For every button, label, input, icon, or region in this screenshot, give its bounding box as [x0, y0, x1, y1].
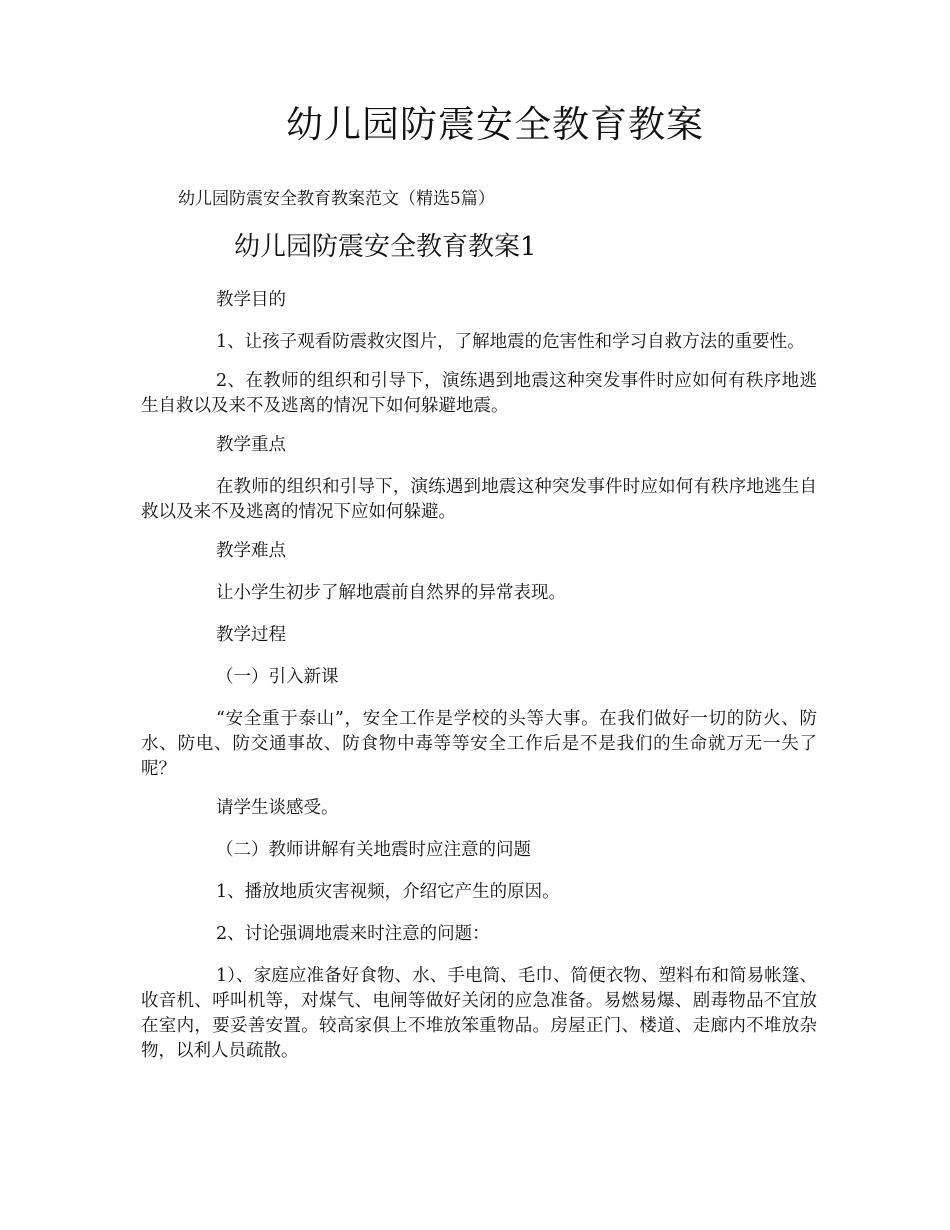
- paragraph-heading: 教学过程: [216, 625, 286, 645]
- paragraph: 在教师的组织和引导下，演练遇到地震这种突发事件时应如何有秩序地逃生自救以及来不及逃离的情况下应如何躲避。: [141, 477, 817, 522]
- paragraph: 请学生谈感受。: [216, 798, 339, 818]
- paragraph-subheading: （二）教师讲解有关地震时应注意的问题: [216, 840, 531, 860]
- paragraph: 2、在教师的组织和引导下，演练遇到地震这种突发事件时应如何有秩序地逃生自救以及来不及逃离的情况下如何躲避地震。: [141, 371, 817, 416]
- paragraph-subheading: （一）引入新课: [216, 667, 339, 687]
- paragraph: 让小学生初步了解地震前自然界的异常表现。: [216, 583, 566, 603]
- paragraph: 2、讨论强调地震来时注意的问题：: [216, 924, 490, 944]
- paragraph-heading: 教学重点: [216, 435, 286, 455]
- paragraph: 1、播放地质灾害视频，介绍它产生的原因。: [216, 882, 560, 902]
- paragraph: 1）、家庭应准备好食物、水、手电筒、毛巾、简便衣物、塑料布和简易帐篷、收音机、呼叫机等，对煤气、电闸等做好关闭的应急准备。易燃易爆、剧毒物品不宜放在室内，要妥善安置。较高家俱上不堆放笨重物品。房屋正门、楼道、走廊内不堆放杂物，以利人员疏散。: [141, 966, 817, 1061]
- document-subtitle: 幼儿园防震安全教育教案范文（精选5篇）: [178, 189, 495, 209]
- section-heading: 幼儿园防震安全教育教案1: [234, 232, 537, 262]
- document-title: 幼儿园防震安全教育教案: [286, 103, 704, 146]
- paragraph-heading: 教学目的: [216, 290, 286, 310]
- paragraph: “安全重于泰山”，安全工作是学校的头等大事。在我们做好一切的防火、防水、防电、防交通事故、防食物中毒等等安全工作后是不是我们的生命就万无一失了呢？: [141, 709, 817, 779]
- paragraph-heading: 教学难点: [216, 541, 286, 561]
- document-body: [141, 288, 817, 1078]
- paragraph: 1、让孩子观看防震救灾图片，了解地震的危害性和学习自救方法的重要性。: [216, 332, 805, 352]
